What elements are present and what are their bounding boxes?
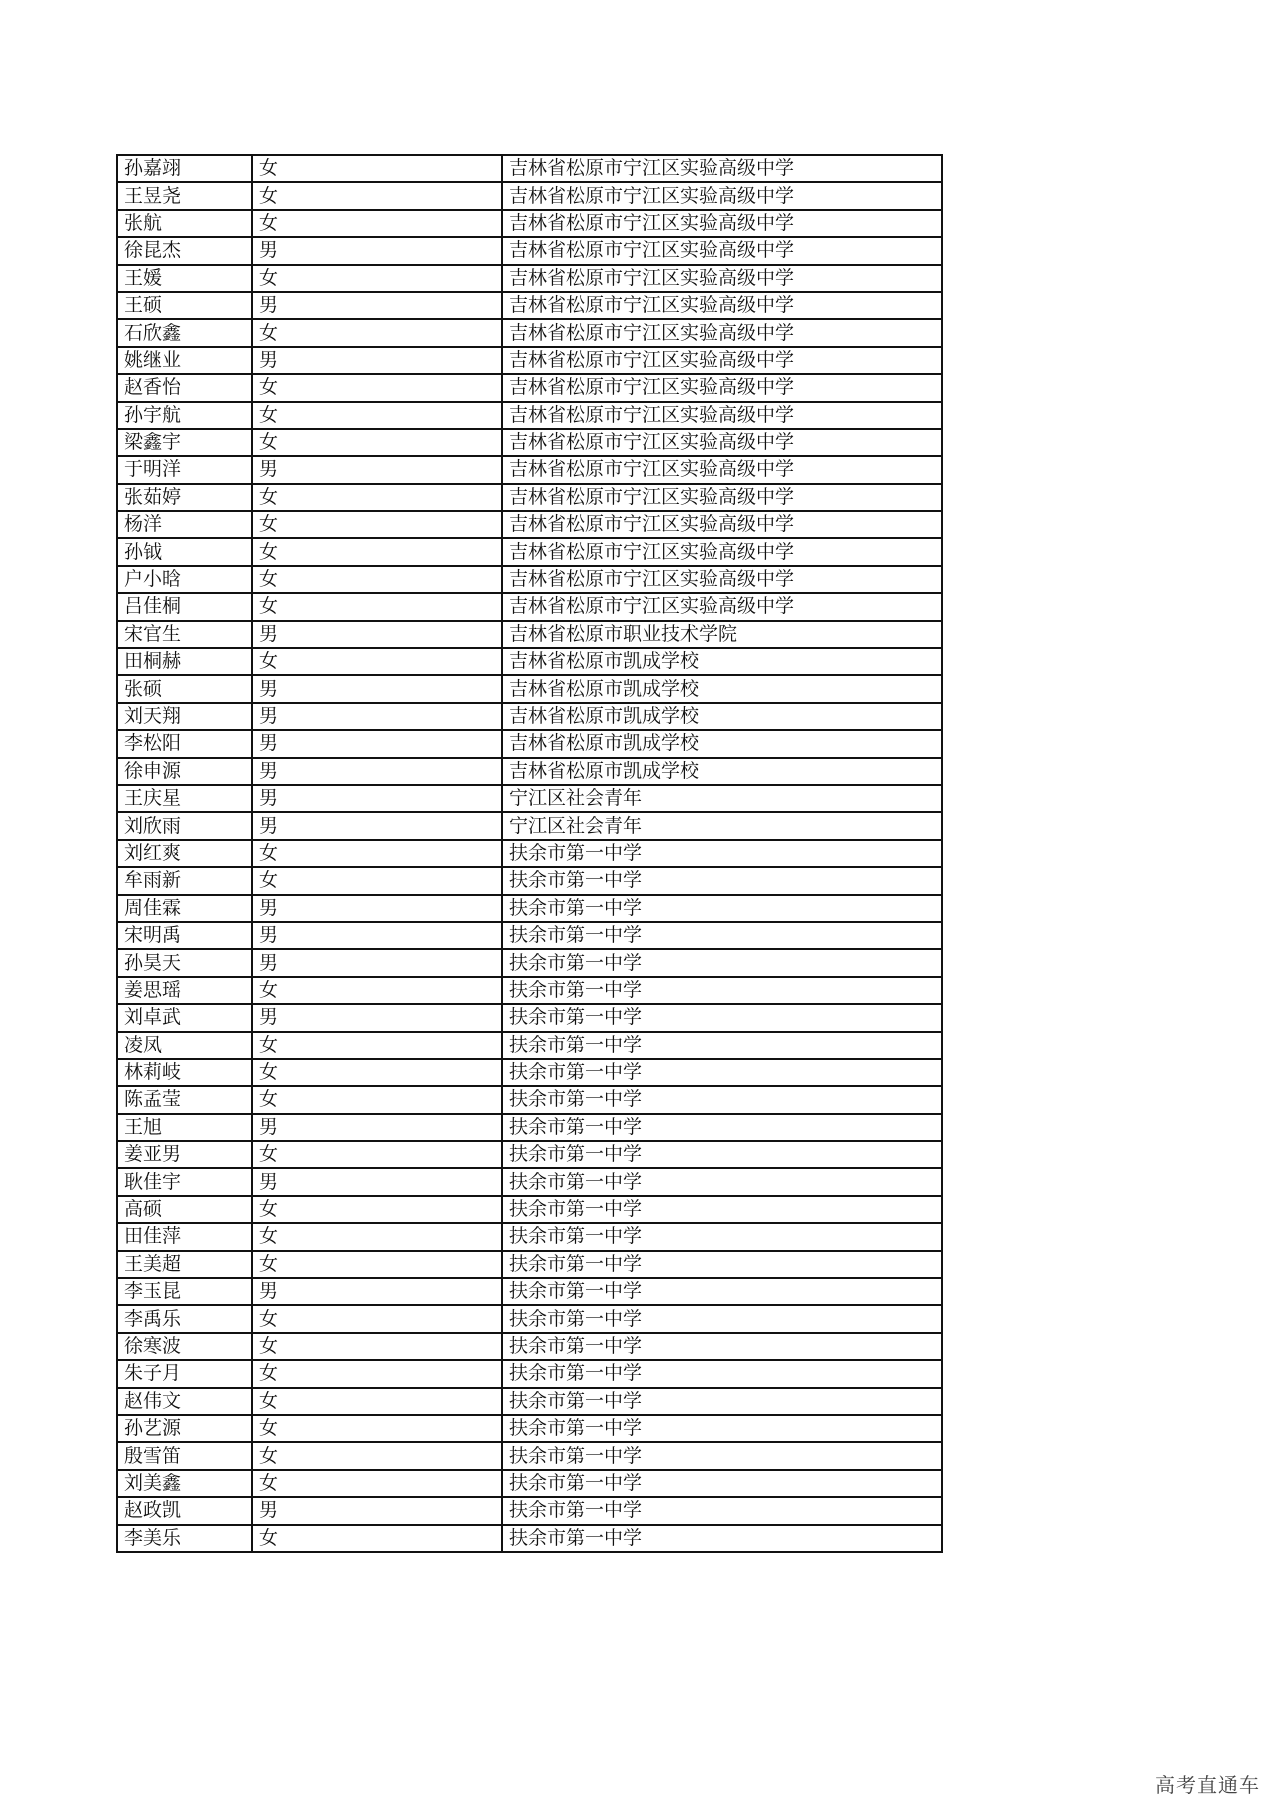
name-cell: 姜亚男 (117, 1141, 252, 1168)
table-row (117, 675, 942, 702)
name-cell: 户小晗 (117, 566, 252, 593)
gender-cell: 女 (252, 840, 502, 867)
table-row (117, 812, 942, 839)
school-cell: 扶余市第一中学 (502, 895, 942, 922)
school-cell: 吉林省松原市宁江区实验高级中学 (502, 292, 942, 319)
name-cell: 杨洋 (117, 511, 252, 538)
gender-cell: 女 (252, 155, 502, 182)
school-cell: 扶余市第一中学 (502, 1470, 942, 1497)
table-row (117, 840, 942, 867)
gender-cell: 男 (252, 1168, 502, 1195)
table-row (117, 867, 942, 894)
school-cell: 扶余市第一中学 (502, 840, 942, 867)
school-cell: 吉林省松原市宁江区实验高级中学 (502, 511, 942, 538)
name-cell: 李玉昆 (117, 1278, 252, 1305)
school-cell: 吉林省松原市宁江区实验高级中学 (502, 456, 942, 483)
school-cell: 扶余市第一中学 (502, 949, 942, 976)
table-row (117, 538, 942, 565)
school-cell: 扶余市第一中学 (502, 1388, 942, 1415)
table-row (117, 237, 942, 264)
name-cell: 王美超 (117, 1251, 252, 1278)
gender-cell: 男 (252, 1278, 502, 1305)
gender-cell: 男 (252, 758, 502, 785)
table-row (117, 1141, 942, 1168)
table-row (117, 402, 942, 429)
school-cell: 吉林省松原市宁江区实验高级中学 (502, 484, 942, 511)
school-cell: 吉林省松原市宁江区实验高级中学 (502, 155, 942, 182)
name-cell: 孙艺源 (117, 1415, 252, 1442)
table-row (117, 1114, 942, 1141)
school-cell: 扶余市第一中学 (502, 1032, 942, 1059)
table-row (117, 292, 942, 319)
gender-cell: 女 (252, 538, 502, 565)
school-cell: 吉林省松原市宁江区实验高级中学 (502, 319, 942, 346)
school-cell: 扶余市第一中学 (502, 1305, 942, 1332)
table-row (117, 703, 942, 730)
table-row (117, 511, 942, 538)
table-row (117, 1223, 942, 1250)
table-row (117, 1388, 942, 1415)
gender-cell: 男 (252, 456, 502, 483)
gender-cell: 女 (252, 319, 502, 346)
table-row (117, 758, 942, 785)
school-cell: 吉林省松原市宁江区实验高级中学 (502, 538, 942, 565)
name-cell: 王硕 (117, 292, 252, 319)
name-cell: 孙昊天 (117, 949, 252, 976)
name-cell: 姚继业 (117, 347, 252, 374)
name-cell: 宋明禹 (117, 922, 252, 949)
school-cell: 扶余市第一中学 (502, 1278, 942, 1305)
school-cell: 宁江区社会青年 (502, 812, 942, 839)
table-row (117, 182, 942, 209)
gender-cell: 女 (252, 566, 502, 593)
school-cell: 吉林省松原市职业技术学院 (502, 621, 942, 648)
table-row (117, 593, 942, 620)
name-cell: 姜思瑶 (117, 977, 252, 1004)
school-cell: 扶余市第一中学 (502, 1196, 942, 1223)
table-row (117, 456, 942, 483)
table-row (117, 1251, 942, 1278)
table-row (117, 566, 942, 593)
gender-cell: 女 (252, 484, 502, 511)
gender-cell: 女 (252, 1059, 502, 1086)
table-row (117, 785, 942, 812)
name-cell: 宋官生 (117, 621, 252, 648)
school-cell: 吉林省松原市凯成学校 (502, 648, 942, 675)
school-cell: 扶余市第一中学 (502, 1360, 942, 1387)
table-row (117, 1415, 942, 1442)
gender-cell: 男 (252, 812, 502, 839)
gender-cell: 女 (252, 1525, 502, 1552)
gender-cell: 女 (252, 1032, 502, 1059)
gender-cell: 女 (252, 867, 502, 894)
table-row (117, 895, 942, 922)
gender-cell: 女 (252, 429, 502, 456)
table-row (117, 730, 942, 757)
gender-cell: 男 (252, 1004, 502, 1031)
name-cell: 王旭 (117, 1114, 252, 1141)
table-row (117, 429, 942, 456)
name-cell: 赵香怡 (117, 374, 252, 401)
name-cell: 林莉岐 (117, 1059, 252, 1086)
gender-cell: 男 (252, 895, 502, 922)
school-cell: 吉林省松原市宁江区实验高级中学 (502, 210, 942, 237)
gender-cell: 男 (252, 1114, 502, 1141)
name-cell: 陈孟莹 (117, 1086, 252, 1113)
gender-cell: 女 (252, 1305, 502, 1332)
gender-cell: 女 (252, 977, 502, 1004)
school-cell: 吉林省松原市凯成学校 (502, 703, 942, 730)
table-row (117, 1333, 942, 1360)
gender-cell: 男 (252, 1497, 502, 1524)
gender-cell: 女 (252, 1251, 502, 1278)
school-cell: 扶余市第一中学 (502, 1251, 942, 1278)
name-cell: 刘卓武 (117, 1004, 252, 1031)
table-row (117, 1086, 942, 1113)
name-cell: 殷雪笛 (117, 1442, 252, 1469)
school-cell: 扶余市第一中学 (502, 1141, 942, 1168)
name-cell: 凌凤 (117, 1032, 252, 1059)
school-cell: 吉林省松原市宁江区实验高级中学 (502, 566, 942, 593)
name-cell: 孙钺 (117, 538, 252, 565)
gender-cell: 女 (252, 648, 502, 675)
name-cell: 孙宇航 (117, 402, 252, 429)
name-cell: 朱子月 (117, 1360, 252, 1387)
school-cell: 扶余市第一中学 (502, 867, 942, 894)
school-cell: 吉林省松原市宁江区实验高级中学 (502, 182, 942, 209)
gender-cell: 女 (252, 1196, 502, 1223)
gender-cell: 女 (252, 1333, 502, 1360)
name-cell: 张航 (117, 210, 252, 237)
name-cell: 徐昆杰 (117, 237, 252, 264)
school-cell: 扶余市第一中学 (502, 1525, 942, 1552)
gender-cell: 男 (252, 703, 502, 730)
roster-table (116, 154, 943, 1553)
school-cell: 扶余市第一中学 (502, 1004, 942, 1031)
table-row (117, 265, 942, 292)
name-cell: 牟雨新 (117, 867, 252, 894)
table-row (117, 1032, 942, 1059)
gender-cell: 女 (252, 210, 502, 237)
table-row (117, 1004, 942, 1031)
gender-cell: 女 (252, 265, 502, 292)
gender-cell: 女 (252, 1360, 502, 1387)
name-cell: 李美乐 (117, 1525, 252, 1552)
gender-cell: 女 (252, 1141, 502, 1168)
school-cell: 吉林省松原市宁江区实验高级中学 (502, 265, 942, 292)
gender-cell: 女 (252, 1086, 502, 1113)
table-row (117, 1168, 942, 1195)
gender-cell: 男 (252, 949, 502, 976)
table-row (117, 484, 942, 511)
school-cell: 吉林省松原市宁江区实验高级中学 (502, 374, 942, 401)
school-cell: 扶余市第一中学 (502, 1168, 942, 1195)
school-cell: 吉林省松原市宁江区实验高级中学 (502, 593, 942, 620)
name-cell: 刘红爽 (117, 840, 252, 867)
table-row (117, 1059, 942, 1086)
name-cell: 赵政凯 (117, 1497, 252, 1524)
gender-cell: 男 (252, 292, 502, 319)
name-cell: 王媛 (117, 265, 252, 292)
name-cell: 梁鑫宇 (117, 429, 252, 456)
school-cell: 吉林省松原市宁江区实验高级中学 (502, 347, 942, 374)
table-row (117, 977, 942, 1004)
name-cell: 徐申源 (117, 758, 252, 785)
school-cell: 扶余市第一中学 (502, 922, 942, 949)
table-row (117, 1470, 942, 1497)
table-row (117, 1525, 942, 1552)
table-row (117, 648, 942, 675)
school-cell: 扶余市第一中学 (502, 1415, 942, 1442)
table-row (117, 1442, 942, 1469)
name-cell: 李禹乐 (117, 1305, 252, 1332)
roster-table-body (117, 155, 942, 1552)
gender-cell: 女 (252, 593, 502, 620)
school-cell: 扶余市第一中学 (502, 1442, 942, 1469)
table-row (117, 1497, 942, 1524)
school-cell: 吉林省松原市凯成学校 (502, 730, 942, 757)
table-row (117, 347, 942, 374)
name-cell: 田佳萍 (117, 1223, 252, 1250)
table-row (117, 621, 942, 648)
school-cell: 吉林省松原市凯成学校 (502, 758, 942, 785)
school-cell: 吉林省松原市凯成学校 (502, 675, 942, 702)
name-cell: 周佳霖 (117, 895, 252, 922)
table-row (117, 374, 942, 401)
name-cell: 高硕 (117, 1196, 252, 1223)
watermark-text: 高考直通车 (1155, 1773, 1260, 1797)
name-cell: 徐寒波 (117, 1333, 252, 1360)
name-cell: 刘欣雨 (117, 812, 252, 839)
school-cell: 吉林省松原市宁江区实验高级中学 (502, 429, 942, 456)
gender-cell: 男 (252, 621, 502, 648)
name-cell: 赵伟文 (117, 1388, 252, 1415)
school-cell: 扶余市第一中学 (502, 1059, 942, 1086)
name-cell: 刘天翔 (117, 703, 252, 730)
name-cell: 刘美鑫 (117, 1470, 252, 1497)
school-cell: 扶余市第一中学 (502, 1223, 942, 1250)
table-row (117, 319, 942, 346)
gender-cell: 女 (252, 1388, 502, 1415)
table-row (117, 922, 942, 949)
name-cell: 王庆星 (117, 785, 252, 812)
table-row (117, 210, 942, 237)
gender-cell: 女 (252, 1470, 502, 1497)
school-cell: 扶余市第一中学 (502, 1086, 942, 1113)
school-cell: 吉林省松原市宁江区实验高级中学 (502, 402, 942, 429)
gender-cell: 女 (252, 182, 502, 209)
name-cell: 石欣鑫 (117, 319, 252, 346)
gender-cell: 女 (252, 1415, 502, 1442)
table-row (117, 949, 942, 976)
name-cell: 李松阳 (117, 730, 252, 757)
name-cell: 田桐赫 (117, 648, 252, 675)
gender-cell: 女 (252, 402, 502, 429)
name-cell: 于明洋 (117, 456, 252, 483)
name-cell: 张茹婷 (117, 484, 252, 511)
gender-cell: 男 (252, 237, 502, 264)
table-row (117, 1278, 942, 1305)
school-cell: 扶余市第一中学 (502, 977, 942, 1004)
table-row (117, 1360, 942, 1387)
school-cell: 扶余市第一中学 (502, 1497, 942, 1524)
gender-cell: 男 (252, 675, 502, 702)
name-cell: 王昱尧 (117, 182, 252, 209)
school-cell: 宁江区社会青年 (502, 785, 942, 812)
table-row (117, 1196, 942, 1223)
name-cell: 吕佳桐 (117, 593, 252, 620)
table-row (117, 1305, 942, 1332)
gender-cell: 男 (252, 730, 502, 757)
name-cell: 张硕 (117, 675, 252, 702)
gender-cell: 女 (252, 1442, 502, 1469)
gender-cell: 男 (252, 785, 502, 812)
gender-cell: 女 (252, 511, 502, 538)
gender-cell: 女 (252, 374, 502, 401)
gender-cell: 女 (252, 1223, 502, 1250)
gender-cell: 男 (252, 922, 502, 949)
school-cell: 吉林省松原市宁江区实验高级中学 (502, 237, 942, 264)
table-row (117, 155, 942, 182)
school-cell: 扶余市第一中学 (502, 1333, 942, 1360)
name-cell: 耿佳宇 (117, 1168, 252, 1195)
gender-cell: 男 (252, 347, 502, 374)
school-cell: 扶余市第一中学 (502, 1114, 942, 1141)
name-cell: 孙嘉翊 (117, 155, 252, 182)
